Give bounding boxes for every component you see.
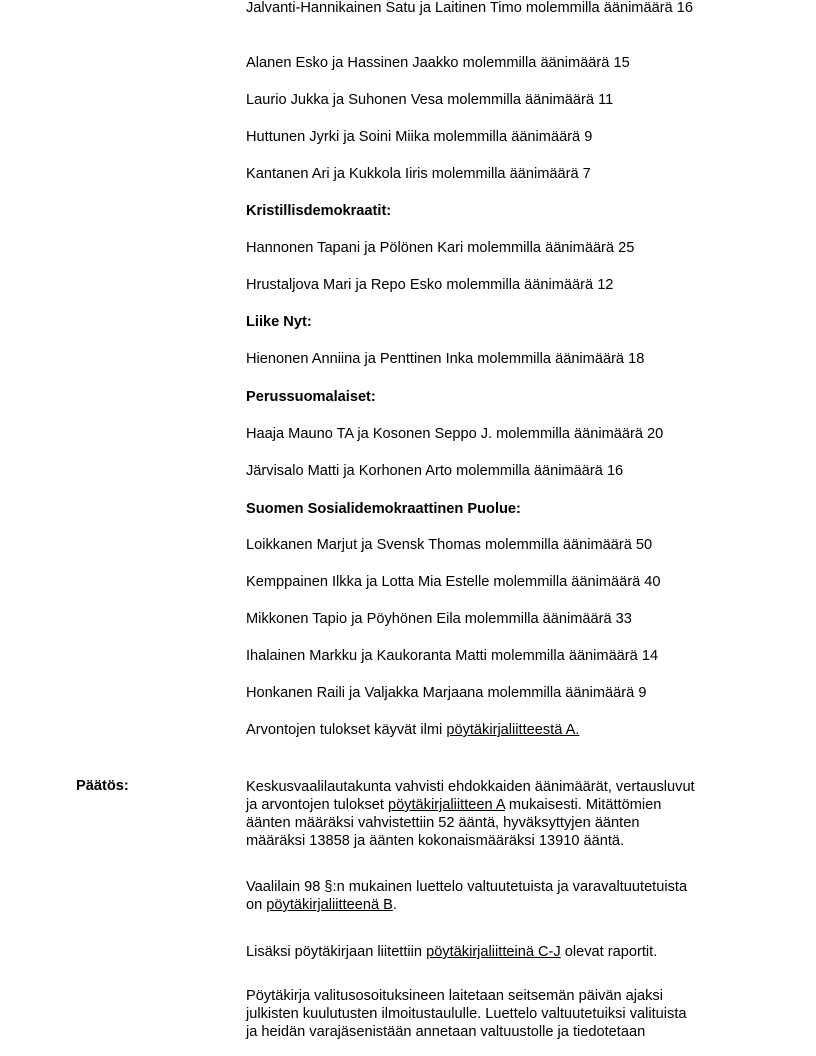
paragraph-line: julkisten kuulutusten ilmoitustaululle. Luettelo valtuutetuiksi valituista	[246, 1006, 687, 1022]
text-segment: on	[246, 897, 267, 913]
paragraph-line	[246, 943, 746, 961]
text-segment: ja arvontojen tulokset	[246, 797, 388, 813]
vote-pair-line: Alanen Esko ja Hassinen Jaakko molemmilla äänimäärä 15	[246, 55, 630, 71]
decision-paragraph-1	[246, 778, 746, 850]
decision-paragraph-3	[246, 943, 746, 961]
vote-pair-line: Jalvanti-Hannikainen Satu ja Laitinen Timo molemmilla äänimäärä 16	[246, 0, 693, 16]
party-heading-ps: Perussuomalaiset:	[246, 389, 376, 405]
text-segment: Lisäksi pöytäkirjaan liitettiin	[246, 944, 427, 960]
text-segment: .	[392, 897, 397, 913]
paragraph-line: Pöytäkirja valitusosoituksineen laitetaan seitsemän päivän ajaksi	[246, 988, 663, 1004]
vote-pair-line: Hienonen Anniina ja Penttinen Inka molemmilla äänimäärä 18	[246, 351, 645, 367]
attachment-a-link[interactable]: pöytäkirjaliitteen A	[387, 797, 505, 813]
paragraph-line: Vaalilain 98 §:n mukainen luettelo valtuutetuista ja varavaltuutetuista	[246, 879, 688, 895]
decision-paragraph-2	[246, 878, 746, 914]
vote-pair-line: Honkanen Raili ja Valjakka Marjaana molemmilla äänimäärä 9	[246, 685, 647, 701]
vote-pair-line: Hannonen Tapani ja Pölönen Kari molemmilla äänimäärä 25	[246, 240, 635, 256]
text-segment: olevat raportit.	[560, 944, 658, 960]
party-heading-liike-nyt: Liike Nyt:	[246, 314, 312, 330]
vote-pair-line: Kantanen Ari ja Kukkola Iiris molemmilla äänimäärä 7	[246, 166, 591, 182]
decision-paragraph-4	[246, 987, 746, 1041]
results-line	[246, 722, 579, 739]
attachment-b-link[interactable]: pöytäkirjaliitteenä B	[266, 897, 393, 913]
paragraph-line: määräksi 13858 ja äänten kokonaismääräksi 13910 ääntä.	[246, 833, 625, 849]
vote-pair-line: Kemppainen Ilkka ja Lotta Mia Estelle molemmilla äänimäärä 40	[246, 574, 661, 590]
vote-pair-line: Huttunen Jyrki ja Soini Miika molemmilla äänimäärä 9	[246, 129, 593, 145]
vote-pair-line: Mikkonen Tapio ja Pöyhönen Eila molemmilla äänimäärä 33	[246, 611, 632, 627]
vote-pair-line: Haaja Mauno TA ja Kosonen Seppo J. molemmilla äänimäärä 20	[246, 426, 664, 442]
text-segment: mukaisesti. Mitättömien	[504, 797, 662, 813]
attachment-a-link[interactable]: pöytäkirjaliitteestä A.	[446, 722, 580, 738]
attachment-c-j-link[interactable]: pöytäkirjaliitteinä C-J	[426, 944, 561, 960]
vote-pair-line: Ihalainen Markku ja Kaukoranta Matti molemmilla äänimäärä 14	[246, 648, 659, 664]
results-prefix: Arvontojen tulokset käyvät ilmi	[246, 722, 447, 738]
paragraph-line: ja heidän varajäsenistään annetaan valtuustolle ja tiedotetaan	[246, 1024, 646, 1040]
paragraph-line: äänten määräksi vahvistettiin 52 ääntä, hyväksyttyjen äänten	[246, 815, 640, 831]
vote-pair-line: Järvisalo Matti ja Korhonen Arto molemmilla äänimäärä 16	[246, 463, 624, 479]
paragraph-line: Keskusvaalilautakunta vahvisti ehdokkaiden äänimäärät, vertausluvut	[246, 779, 695, 795]
paragraph-line	[246, 796, 746, 814]
party-heading-sdp: Suomen Sosialidemokraattinen Puolue:	[246, 501, 521, 517]
paragraph-line	[246, 896, 746, 914]
vote-pair-line: Laurio Jukka ja Suhonen Vesa molemmilla äänimäärä 11	[246, 92, 614, 108]
decision-label: Päätös:	[76, 778, 129, 794]
vote-pair-line: Loikkanen Marjut ja Svensk Thomas molemmilla äänimäärä 50	[246, 537, 653, 553]
vote-pair-line: Hrustaljova Mari ja Repo Esko molemmilla äänimäärä 12	[246, 277, 614, 293]
party-heading-kd: Kristillisdemokraatit:	[246, 203, 392, 219]
